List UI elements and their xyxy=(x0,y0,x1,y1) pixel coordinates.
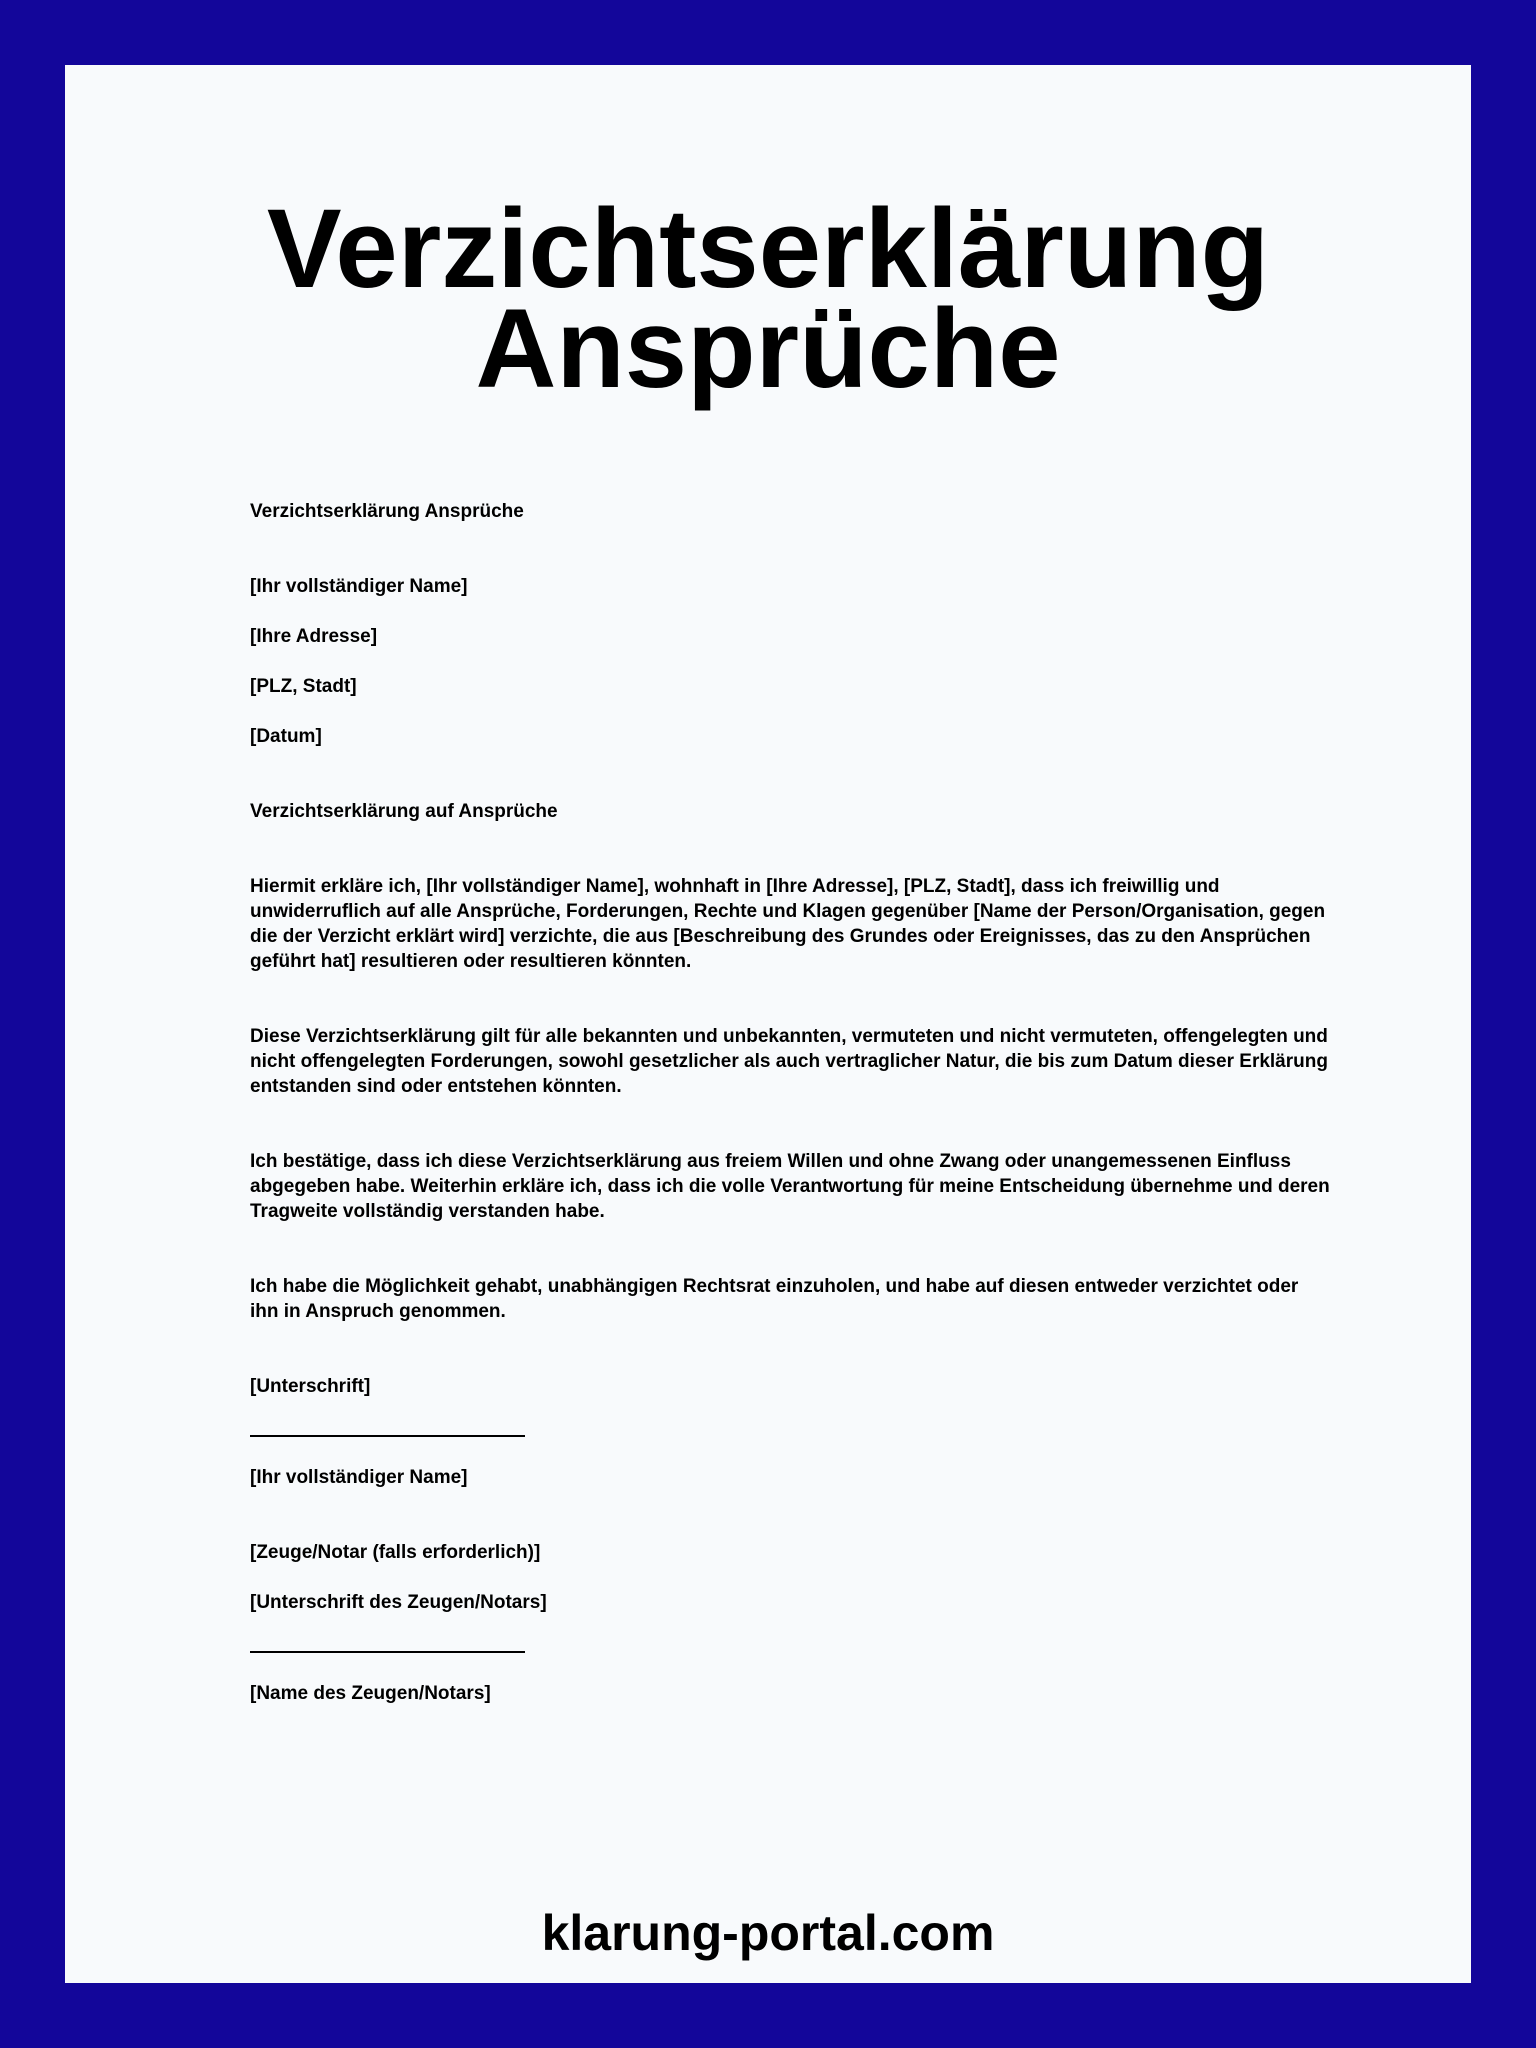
paragraph-3: Ich bestätige, dass ich diese Verzichtserklärung aus freiem Willen und ohne Zwang oder unangemessenen Einfluss abgegeben habe. Weiterhin erkläre ich, dass ich die volle Verantwortung für meine Entscheidung übernehme und deren Tragweite vollständig verstanden habe. xyxy=(250,1151,1330,1222)
sender-address: [Ihre Adresse] xyxy=(250,626,378,647)
signature-label: [Unterschrift] xyxy=(250,1376,371,1397)
sender-name: [Ihr vollständiger Name] xyxy=(250,576,468,597)
footer-site-url: klarung-portal.com xyxy=(541,1905,995,1961)
witness-signature-line xyxy=(250,1651,525,1653)
title-line-1: Verzichtserklärung xyxy=(266,186,1270,311)
document-title xyxy=(65,186,1471,411)
paragraph-2: Diese Verzichtserklärung gilt für alle bekannten und unbekannten, vermuteten und nicht vermuteten, offengelegten und nicht offengelegten Forderungen, sowohl gesetzlicher als auch vertraglicher Natur, die bis zum Datum dieser Erklärung entstanden sind oder entstehen könnten. xyxy=(250,1026,1328,1097)
sender-date: [Datum] xyxy=(250,726,322,747)
witness-label: [Zeuge/Notar (falls erforderlich)] xyxy=(250,1542,541,1563)
title-line-2: Ansprüche xyxy=(475,286,1061,411)
document-subtitle: Verzichtserklärung Ansprüche xyxy=(250,501,524,522)
signature-name: [Ihr vollständiger Name] xyxy=(250,1467,468,1488)
document-body xyxy=(250,499,1330,1706)
paragraph-4: Ich habe die Möglichkeit gehabt, unabhängigen Rechtsrat einzuholen, und habe auf diesen entweder verzichtet oder ihn in Anspruch genommen. xyxy=(250,1276,1299,1322)
paragraph-1: Hiermit erkläre ich, [Ihr vollständiger Name], wohnhaft in [Ihre Adresse], [PLZ, Stadt], dass ich freiwillig und unwiderruflich auf alle Ansprüche, Forderungen, Rechte und Klagen gegenüber [Name der Person/Organisation, gegen die der Verzicht erklärt wird] verzichte, die aus [Beschreibung des Grundes oder Ereignisses, das zu den Ansprüchen geführt hat] resultieren oder resultieren könnten. xyxy=(250,876,1326,972)
signature-line xyxy=(250,1435,525,1437)
document-page xyxy=(65,65,1471,1983)
subject-line: Verzichtserklärung auf Ansprüche xyxy=(250,801,558,822)
sender-city: [PLZ, Stadt] xyxy=(250,676,357,697)
witness-name: [Name des Zeugen/Notars] xyxy=(250,1683,491,1704)
witness-signature-label: [Unterschrift des Zeugen/Notars] xyxy=(250,1592,547,1613)
